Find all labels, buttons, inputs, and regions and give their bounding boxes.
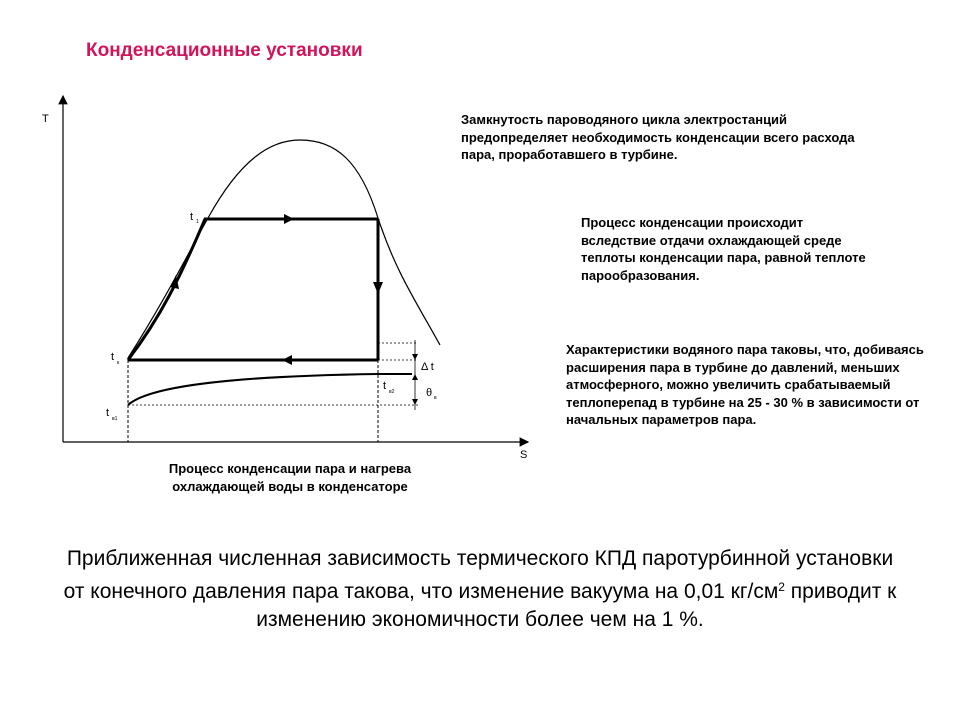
paragraph-steam-characteristics: Характеристики водяного пара таковы, что, добиваясь расширения пара в турбине до давлений, меньших атмосферного, можно увеличить срабатываемый теплоперепад в турбине на 25 - 30 % в зависимости от начальных параметров пара.: [566, 342, 924, 427]
diagram-caption: Процесс конденсации пара и нагрева охлаждающей воды в конденсаторе: [168, 461, 412, 494]
label-tw1: t: [106, 407, 110, 419]
paragraph-condensation-process: Процесс конденсации происходит вследствие отдачи охлаждающей среде теплоты конденсации пара, равной теплоте парообразования.: [581, 215, 866, 283]
label-tw1-sub: в1: [112, 416, 118, 422]
arrow-left-icon: [282, 355, 292, 365]
cooling-water-curve: [128, 374, 412, 405]
arrow-right-icon: [284, 214, 294, 224]
bottom-text-sup: 2: [778, 580, 785, 594]
paragraph-closed-cycle: Замкнутость пароводяного цикла электростанций предопределяет необходимость конденсации всего расхода пара, проработавшего в турбине.: [461, 112, 855, 162]
label-tw2: t: [383, 380, 387, 392]
bottom-text-before: Приближенная численная зависимость термического КПД паротурбинной установки от конечного давления пара такова, что изменение вакуума на 0,01 кг/см: [63, 547, 894, 603]
axis-x-label: S: [520, 449, 528, 461]
delta-t-arrow-icon: [412, 354, 418, 360]
label-t1-sub: 1: [196, 219, 199, 225]
label-theta-sub: в: [434, 395, 437, 401]
bottom-text-after: приводит к изменению экономичности более чем на 1 %.: [256, 580, 897, 631]
page-title: Конденсационные установки: [86, 40, 363, 61]
axis-y-label: T: [42, 113, 49, 125]
label-tw2-sub: в2: [389, 389, 395, 395]
theta-arrow-icon: [412, 399, 418, 405]
saturation-curve: [128, 140, 440, 358]
label-theta: θ: [426, 387, 433, 399]
label-delta-t: Δ t: [421, 361, 434, 373]
label-tk: t: [111, 351, 115, 363]
label-t1: t: [190, 211, 194, 223]
bottom-statement: [60, 545, 900, 634]
label-tk-sub: к: [117, 360, 120, 366]
arrow-down-icon: [373, 282, 383, 294]
